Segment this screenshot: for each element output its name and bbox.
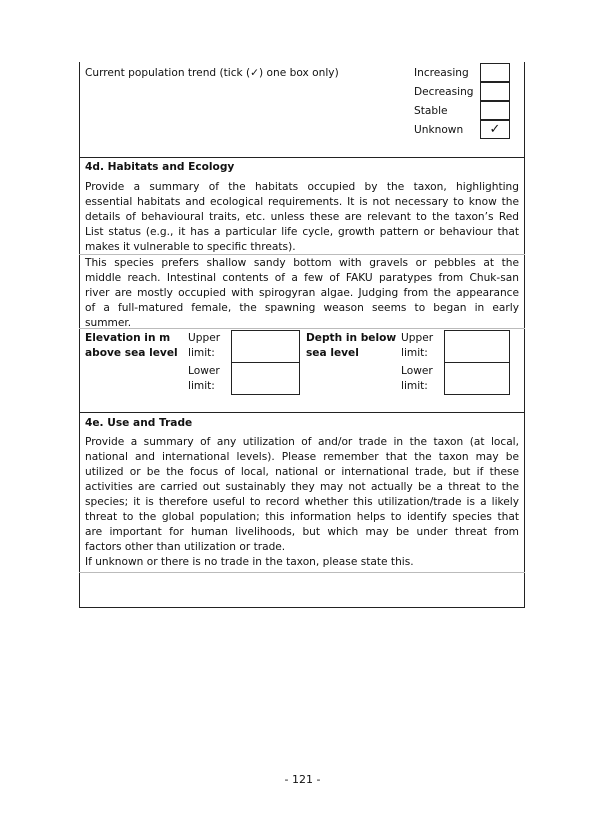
- field-divider: [79, 254, 525, 255]
- check-icon: [481, 102, 509, 119]
- elevation-lower-label: Lower: [188, 365, 220, 377]
- habitats-answer[interactable]: [85, 256, 519, 331]
- instruction-line: activities are carried out sustainably they may not actually be a threat to the: [85, 481, 519, 493]
- field-divider: [79, 328, 525, 329]
- instruction-line: factors other than utilization or trade.: [85, 541, 286, 553]
- habitats-heading: 4d. Habitats and Ecology: [85, 161, 235, 173]
- instruction-line: are important for human livelihoods, but which may be under threat from: [85, 526, 519, 538]
- checkbox-decreasing[interactable]: [480, 82, 510, 101]
- elevation-upper-label-2: limit:: [188, 347, 215, 359]
- instruction-line: makes it vulnerable to specific threats).: [85, 241, 296, 253]
- depth-label: Depth in below: [306, 332, 397, 344]
- depth-upper-label-2: limit:: [401, 347, 428, 359]
- answer-line: middle reach. Intestinal contents of a few of FAKU paratypes from Chuk-san: [85, 272, 519, 284]
- instruction-line: details of behavioural traits, etc. unless these are relevant to the taxon’s Red: [85, 211, 519, 223]
- instruction-line: Provide a summary of any utilization of and/or trade in the taxon (at local,: [85, 436, 519, 448]
- answer-line: summer.: [85, 317, 132, 329]
- field-divider: [79, 572, 525, 573]
- instruction-line: national and international levels). Please remember that the taxon may be: [85, 451, 519, 463]
- elevation-label: Elevation in m: [85, 332, 171, 344]
- instruction-line: species; it is therefore useful to record whether this utilization/trade is a likely: [85, 496, 519, 508]
- page-number: - 121 -: [284, 773, 321, 786]
- depth-label-2: sea level: [306, 347, 359, 359]
- use-trade-note: If unknown or there is no trade in the taxon, please state this.: [85, 556, 414, 568]
- check-icon: [481, 64, 509, 81]
- trend-option-unknown: Unknown: [414, 124, 464, 136]
- trend-option-stable: Stable: [414, 105, 448, 117]
- trend-question: Current population trend (tick (✓) one box only): [85, 67, 339, 79]
- answer-line: of a full-matured female, the spawning weason seems to began in early: [85, 302, 519, 314]
- instruction-line: Provide a summary of the habitats occupied by the taxon, highlighting: [85, 181, 519, 193]
- instruction-line: List status (e.g., it has a particular life cycle, growth pattern or behaviour that: [85, 226, 519, 238]
- use-trade-heading: 4e. Use and Trade: [85, 417, 193, 429]
- elevation-lower-label-2: limit:: [188, 380, 215, 392]
- checkbox-stable[interactable]: [480, 101, 510, 120]
- trend-option-decreasing: Decreasing: [414, 86, 474, 98]
- depth-upper-input[interactable]: [444, 330, 510, 363]
- check-icon: ✓: [489, 122, 501, 137]
- depth-lower-label-2: limit:: [401, 380, 428, 392]
- elevation-label-2: above sea level: [85, 347, 178, 359]
- checkbox-unknown[interactable]: [480, 120, 510, 139]
- use-trade-answer[interactable]: [85, 575, 519, 605]
- habitats-instructions: [85, 180, 519, 255]
- trend-option-increasing: Increasing: [414, 67, 469, 79]
- depth-lower-input[interactable]: [444, 362, 510, 395]
- section-divider: [79, 412, 525, 413]
- instruction-line: threat to the global population; this information helps to identify species that: [85, 511, 519, 523]
- elevation-lower-input[interactable]: [231, 362, 300, 395]
- instruction-line: utilized or be the focus of local, national or international trade, but if these: [85, 466, 519, 478]
- elevation-upper-input[interactable]: [231, 330, 300, 363]
- elevation-upper-label: Upper: [188, 332, 221, 344]
- section-divider: [79, 157, 525, 158]
- depth-lower-label: Lower: [401, 365, 433, 377]
- instruction-line: essential habitats and ecological requirements. It is not necessary to know the: [85, 196, 519, 208]
- check-icon: [481, 83, 509, 100]
- answer-line: river are mostly occupied with spirogyran algae. Judging from the appearance: [85, 287, 519, 299]
- checkbox-increasing[interactable]: [480, 63, 510, 82]
- depth-upper-label: Upper: [401, 332, 434, 344]
- use-trade-instructions: [85, 435, 519, 555]
- answer-line: This species prefers shallow sandy bottom with gravels or pebbles at the: [85, 257, 519, 269]
